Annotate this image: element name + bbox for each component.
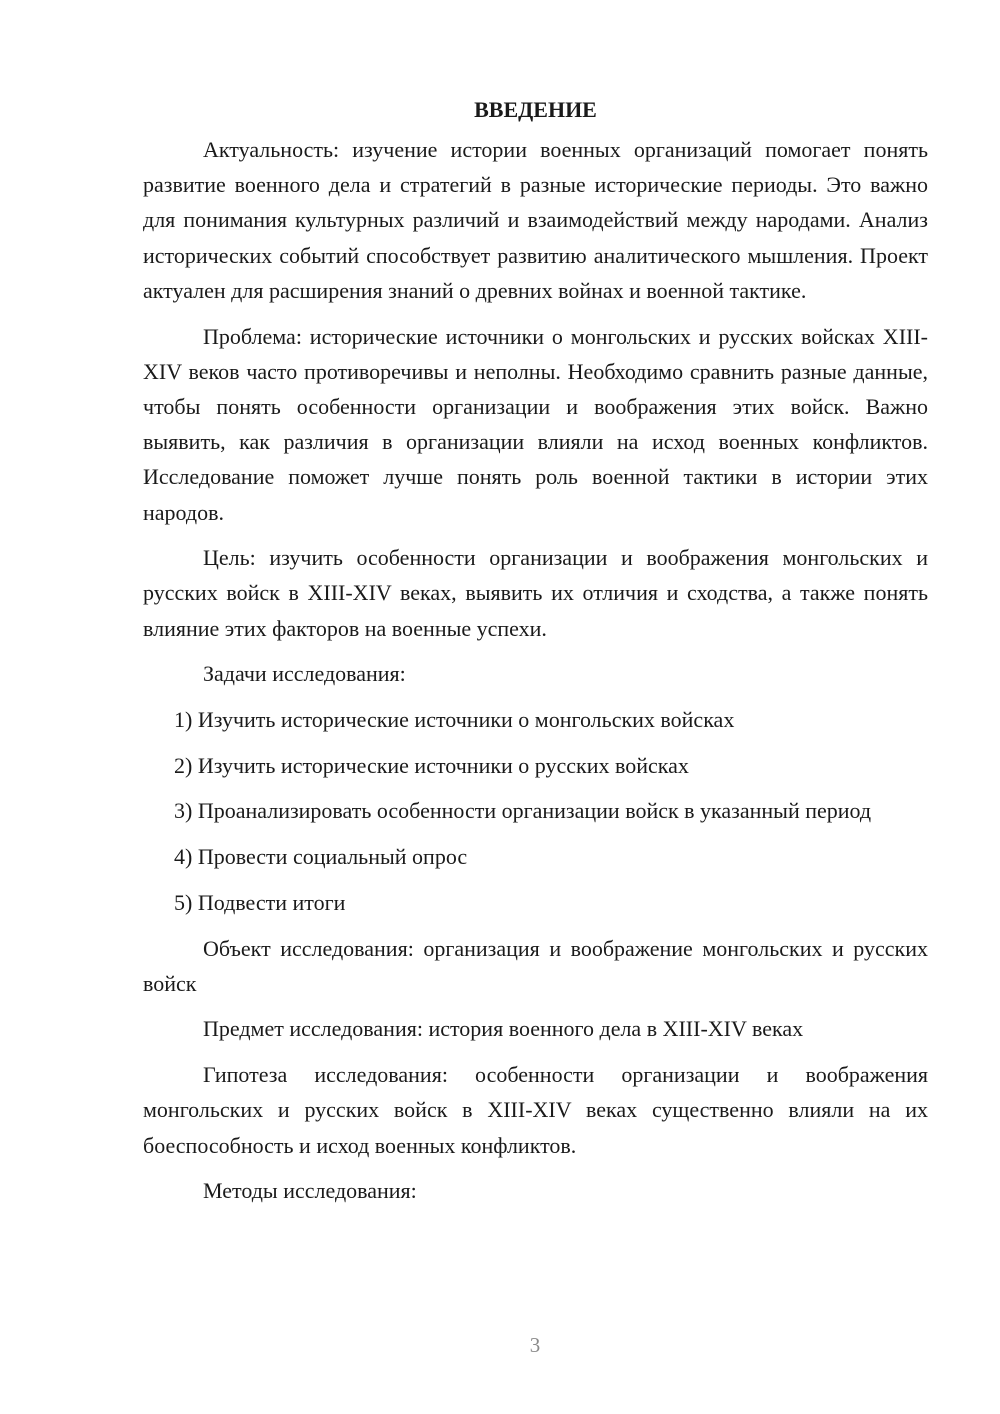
paragraph-tasks-heading: Задачи исследования: bbox=[203, 661, 406, 687]
task-item: 1) Изучить исторические источники о монгольских войсках bbox=[174, 707, 735, 733]
page-title: ВВЕДЕНИЕ bbox=[474, 97, 597, 122]
page-number: 3 bbox=[529, 1333, 541, 1357]
paragraph-subject: Предмет исследования: история военного дела в XIII-XIV веках bbox=[203, 1016, 804, 1042]
task-item: 2) Изучить исторические источники о русских войсках bbox=[174, 752, 689, 778]
paragraph-object: Объект исследования: организация и воображение монгольских и русских войск bbox=[143, 935, 928, 996]
paragraph-relevance: Актуальность: изучение истории военных организаций помогает понять развитие военного дела и стратегий в разные исторические периоды. Это важно для понимания культурных различий и взаимодействий между народами. Анализ исторических событий способствует развитию аналитического мышления. Проект актуален для расширения знаний о древних войнах и военной тактике. bbox=[143, 137, 928, 303]
task-item: 3) Проанализировать особенности организации войск в указанный период bbox=[174, 798, 872, 824]
task-item: 5) Подвести итоги bbox=[174, 889, 346, 915]
document-page bbox=[143, 92, 928, 1219]
paragraph-hypothesis: Гипотеза исследования: особенности организации и воображения монгольских и русских войск в XIII-XIV веках существенно влияли на их боеспособность и исход военных конфликтов. bbox=[143, 1062, 928, 1158]
paragraph-goal: Цель: изучить особенности организации и воображения монгольских и русских войск в XIII-XIV веках, выявить их отличия и сходства, а также понять влияние этих факторов на военные успехи. bbox=[143, 545, 928, 641]
paragraph-methods: Методы исследования: bbox=[203, 1178, 417, 1204]
task-item: 4) Провести социальный опрос bbox=[174, 844, 468, 870]
paragraph-problem: Проблема: исторические источники о монгольских и русских войсках XIII-XIV веков часто противоречивы и неполны. Необходимо сравнить разные данные, чтобы понять особенности организации и воображения этих войск. Важно выявить, как различия в организации влияли на исход военных конфликтов. Исследование поможет лучше понять роль военной тактики в истории этих народов. bbox=[143, 323, 928, 525]
